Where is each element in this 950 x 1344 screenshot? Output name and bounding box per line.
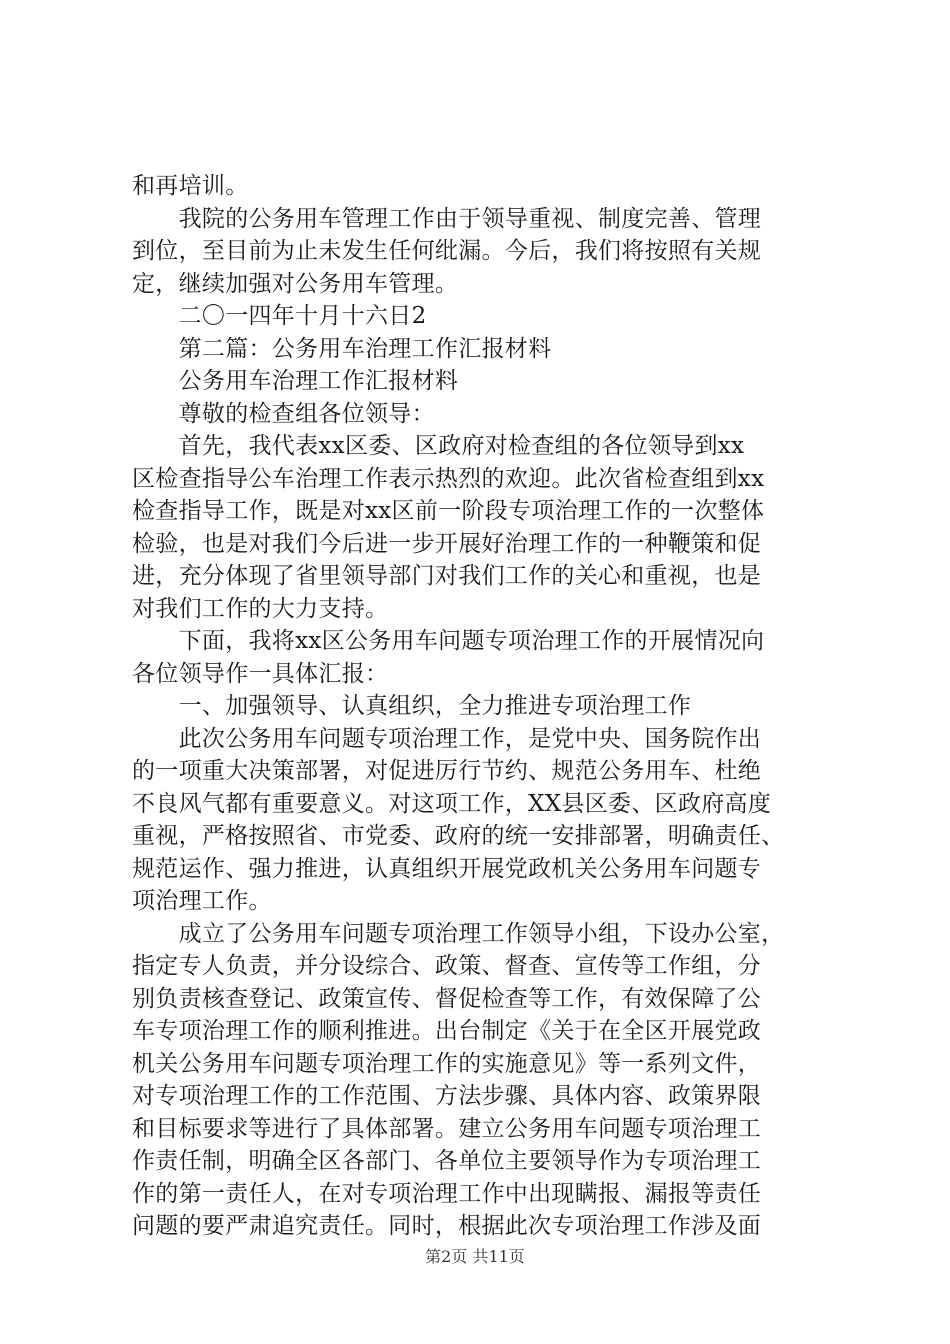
text-line: 不良风气都有重要意义。对这项工作，XX县区委、区政府高度 xyxy=(132,790,772,817)
text-line: 我院的公务用车管理工作由于领导重视、制度完善、管理 xyxy=(132,205,762,232)
salutation: 尊敬的检查组各位领导： xyxy=(132,400,435,427)
text-line: 各位领导作一具体汇报： xyxy=(132,660,389,687)
text-line: 作责任制，明确全区各部门、各单位主要领导作为专项治理工 xyxy=(132,1148,762,1174)
text-line: 此次公务用车问题专项治理工作，是党中央、国务院作出 xyxy=(132,725,762,752)
text-line: 问题的要严肃追究责任。同时，根据此次专项治理工作涉及面 xyxy=(132,1213,762,1239)
text-line: 区检查指导公车治理工作表示热烈的欢迎。此次省检查组到xx xyxy=(132,465,765,492)
text-line: 的一项重大决策部署，对促进厉行节约、规范公务用车、杜绝 xyxy=(132,758,762,784)
text-line: 检验，也是对我们今后进一步开展好治理工作的一种鞭策和促 xyxy=(132,530,762,557)
text-line: 到位，至目前为止未发生任何纰漏。今后，我们将按照有关规 xyxy=(132,238,762,264)
text-line: 检查指导工作，既是对xx区前一阶段专项治理工作的一次整体 xyxy=(132,498,765,524)
subsection-heading: 一、加强领导、认真组织，全力推进专项治理工作 xyxy=(132,693,692,719)
document-body xyxy=(132,170,832,1243)
text-line: 定，继续加强对公务用车管理。 xyxy=(132,270,459,297)
text-line: 项治理工作。 xyxy=(132,888,272,914)
document-title: 公务用车治理工作汇报材料 xyxy=(132,368,459,394)
text-line: 指定专人负责，并分设综合、政策、督查、宣传等工作组，分 xyxy=(132,953,762,979)
text-line: 机关公务用车问题专项治理工作的实施意见》等一系列文件， xyxy=(132,1050,762,1077)
text-line: 成立了公务用车问题专项治理工作领导小组，下设办公室， xyxy=(132,920,785,947)
text-line: 对专项治理工作的工作范围、方法步骤、具体内容、政策界限 xyxy=(132,1083,762,1109)
date-line: 二〇一四年十月十六日2 xyxy=(132,303,427,329)
text-line: 下面，我将xx区公务用车问题专项治理工作的开展情况向 xyxy=(132,628,765,654)
text-line: 车专项治理工作的顺利推进。出台制定《关于在全区开展党政 xyxy=(132,1018,762,1044)
text-line: 重视，严格按照省、市党委、政府的统一安排部署，明确责任、 xyxy=(132,823,785,849)
page-number-footer: 第2页 共11页 xyxy=(425,1247,525,1266)
text-line: 首先，我代表xx区委、区政府对检查组的各位领导到xx xyxy=(132,433,745,459)
text-line: 对我们工作的大力支持。 xyxy=(132,595,389,622)
text-line: 别负责核查登记、政策宣传、督促检查等工作，有效保障了公 xyxy=(132,985,762,1012)
section-heading: 第二篇：公务用车治理工作汇报材料 xyxy=(132,335,552,362)
text-line: 和再培训。 xyxy=(132,173,249,199)
text-line: 进，充分体现了省里领导部门对我们工作的关心和重视，也是 xyxy=(132,563,762,589)
text-line: 和目标要求等进行了具体部署。建立公务用车问题专项治理工 xyxy=(132,1115,762,1142)
text-line: 作的第一责任人，在对专项治理工作中出现瞒报、漏报等责任 xyxy=(132,1180,762,1207)
text-line: 规范运作、强力推进，认真组织开展党政机关公务用车问题专 xyxy=(132,855,762,882)
